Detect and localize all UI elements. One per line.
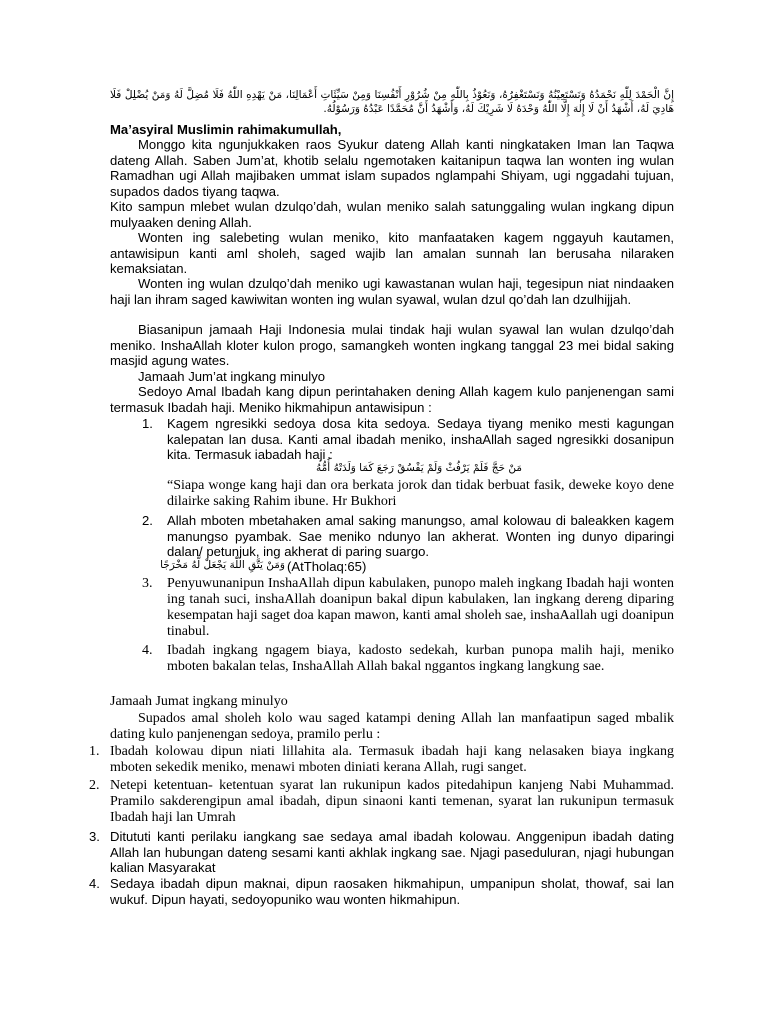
list1-item-text: Ibadah ingkang ngagem biaya, kadosto sedekah, kurban punopa malih haji, meniko mboten bakalan telas, InshaAllah Allah bakal nggantos ingkang langkung sae.: [167, 643, 674, 674]
list1-number: 3.: [142, 576, 153, 591]
list2-number: 1.: [89, 744, 100, 759]
list2-number: 2.: [89, 778, 100, 793]
list2-number: 4.: [89, 876, 100, 891]
list2-item-text: Sedaya ibadah dipun maknai, dipun raosaken hikmahipun, umpanipun sholat, thowaf, sai lan wukuf. Dipun hayati, sedoyopuniko wau wonten hikmahipun.: [110, 876, 674, 907]
list1-item-reference: (AtTholaq:65): [287, 559, 367, 574]
paragraph-3: Wonten ing salebeting wulan meniko, kito manfaataken kagem nggayuh kautamen, antawisipun kanti aml sholeh, saged wajib lan amalan sunnah lan berusaha nilaraken kemaksiatan.: [110, 230, 674, 277]
list2-number: 3.: [89, 829, 100, 844]
paragraph-2: Kito sampun mlebet wulan dzulqo’dah, wulan meniko salah satunggaling wulan ingkang dipun mulyaaken dening Allah.: [110, 199, 674, 230]
paragraph-5: Biasanipun jamaah Haji Indonesia mulai tindak haji wulan syawal lan wulan dzulqo’dah meniko. InshaAllah kloter kulon progo, samangkeh wonten ingkang tanggal 23 mei bidal saking masjid agung wates.: [110, 322, 674, 369]
list1-number: 2.: [142, 513, 153, 528]
list1-number: 4.: [142, 643, 153, 658]
list2-item-text: Netepi ketentuan- ketentuan syarat lan rukunipun kados pitedahipun kanjeng Nabi Muhammad. Pramilo sakderengipun amal ibadah, dipun sinaoni kanti temenan, syarat lan rukunipun termasuk Ibadah haji lan Umrah: [110, 778, 674, 825]
list2-item-text: Ditututi kanti perilaku iangkang sae sedaya amal ibadah kolowau. Anggenipun ibadah dating Allah lan hubungan dateng sesami kanti akhlak ingkang sae. Njagi paseduluran, njagi hubungan kalian Masyarakat: [110, 829, 674, 876]
list1-item-text: Allah mboten mbetahaken amal saking manungso, amal kolowau di baleakken kagem manungso pyambak. Sae meniko ndunyo lan akherat. Wonten ing dunyo diparingi dalan/ petunjuk, ing akherat di paring suargo.: [167, 513, 674, 560]
paragraph-1: Monggo kita ngunjukkaken raos Syukur dateng Allah kanti ningkataken Iman lan Taqwa dateng Allah. Saben Jum’at, khotib selalu ngemotaken kaitanipun taqwa lan wonten ing wulan Ramadhan ugi Allah majibaken ummat islam supados nglampahi Shiyam, ugi nggadahi tujuan, supados dados tiyang taqwa.: [110, 137, 674, 199]
salutation: Ma’asyiral Muslimin rahimakumullah,: [110, 122, 342, 137]
paragraph-6: Sedoyo Amal Ibadah kang dipun perintahaken dening Allah kagem kulo panjenengan sami termasuk Ibadah haji. Meniko hikmahipun antawisipun :: [110, 384, 674, 415]
list1-number: 1.: [142, 416, 153, 431]
opening-arabic-text: إِنَّ الْحَمْدَ لِلّٰهِ نَحْمَدُهُ وَنَسْتَعِيْنُهُ وَنَسْتَغْفِرُهُ، وَنَعُوْذُ بِاللّٰهِ مِنْ شُرُوْرِ أَنْفُسِنَا وَمِنْ سَيِّئَاتِ أَعْمَالِنَا، مَنْ يَهْدِهِ اللّٰهُ فَلَا مُضِلَّ لَهُ وَمَنْ يُضْلِلْ فَلَا هَادِيَ لَهُ، أَشْهَدُ أَنْ لَا إِلٰهَ إِلَّا اللّٰهُ وَحْدَهُ لَا شَرِيْكَ لَهُ، وَأَشْهَدُ أَنَّ مُحَمَّدًا عَبْدُهُ وَرَسُوْلُهُ.: [110, 89, 674, 115]
list1-item-arabic: وَمَنْ يَتَّقِ اللّٰهَ يَجْعَلْ لَّهُ مَخْرَجًا: [160, 559, 285, 571]
list1-item-text: Penyuwunanipun InshaAllah dipun kabulaken, punopo maleh ingkang Ibadah haji wonten ing tanah suci, inshaAllah doanipun bakal dipun kabulaken, lan ingkang dereng diparing kesempatan haji saget doa kapan mawon, kanti amal sholeh sae, inshaAallah ugi doanipun tinabul.: [167, 576, 674, 639]
list1-item-quote: “Siapa wonge kang haji dan ora berkata jorok dan tidak berbuat fasik, deweke koyo dene dilairke saking Rahim ibune. Hr Bukhori: [167, 478, 674, 509]
list1-item-arabic: مَنْ حَجَّ فَلَمْ يَرْفُثْ وَلَمْ يَفْسُقْ رَجَعَ كَمَا وَلَدَتْهُ أُمُّهُ: [316, 462, 522, 474]
list2-item-text: Ibadah kolowau dipun niati lillahita ala. Termasuk ibadah haji kang nelasaken biaya ingkang mboten sekedik meniko, menawi mboten diniati kerana Allah, rugi sanget.: [110, 744, 674, 775]
heading-jamaah-1: Jamaah Jum’at ingkang minulyo: [138, 369, 326, 384]
list1-item-text: Kagem ngresikki sedoya dosa kita sedoya. Sedaya tiyang meniko mesti kagungan kalepatan lan dusa. Kanti amal ibadah meniko, inshaAllah saged ngresikki dosanipun kita. Termasuk iabadah haji :: [167, 416, 674, 463]
heading-jamaah-2: Jamaah Jumat ingkang minulyo: [110, 694, 288, 709]
paragraph-4: Wonten ing wulan dzulqo’dah meniko ugi kawastanan wulan haji, tegesipun niat nindaaken haji lan ihram saged kawiwitan wonten ing wulan syawal, wulan dzul qo’dah lan dzulhijjah.: [110, 276, 674, 307]
paragraph-7: Supados amal sholeh kolo wau saged katampi dening Allah lan manfaatipun saged mbalik dating kulo panjenengan sedoya, pramilo perlu :: [110, 711, 674, 742]
